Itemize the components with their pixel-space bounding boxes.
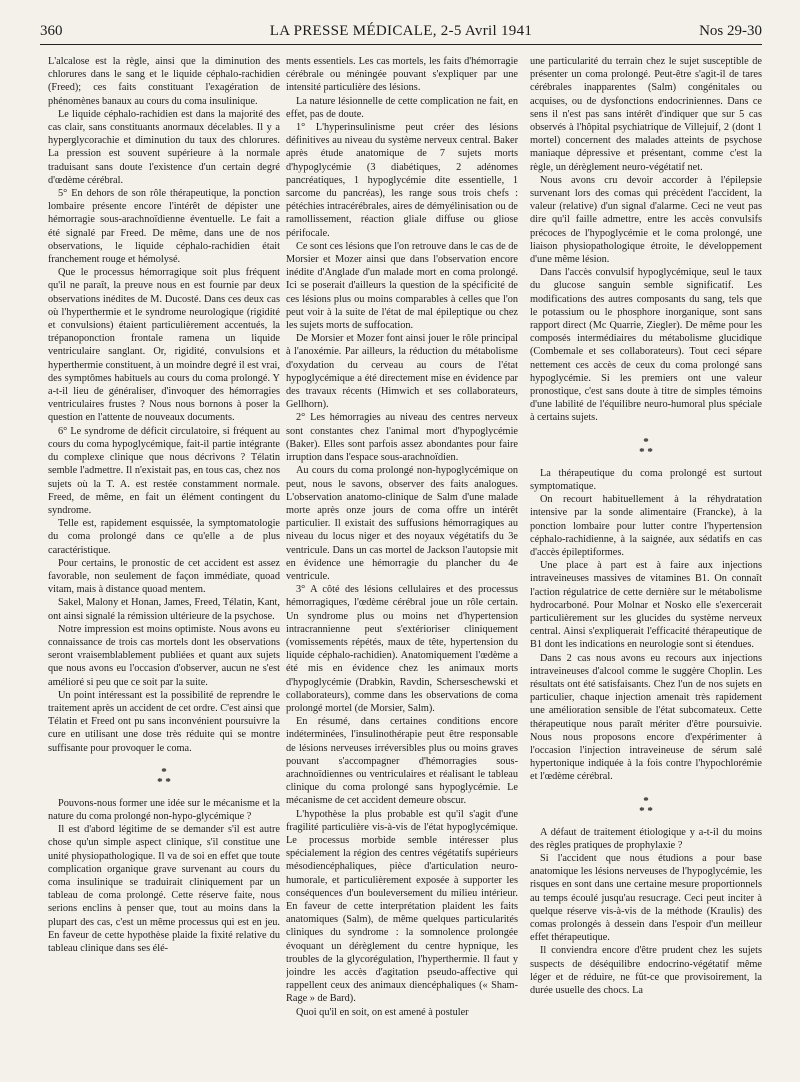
paragraph: 6° Le syndrome de déficit circulatoire, si fréquent au cours du coma hypoglycémique, fait-il partie intégrante du complexe clinique que nous décrivons ? Télatin semble l'admettre. Il n'existait pas, en tous cas, chez nos sujets où la T. A. est restée constamment normale. Freed, de même, en fait un élément contingent du syndrome.: [48, 425, 280, 516]
journal-title: LA PRESSE MÉDICALE, 2-5 Avril 1941: [269, 23, 533, 39]
text-column-2: [286, 55, 518, 1070]
paragraph: La nature lésionnelle de cette complication ne fait, en effet, pas de doute.: [286, 95, 518, 120]
paragraph: On recourt habituellement à la réhydratation intensive par la sonde alimentaire (Francke), à la ponction lombaire pour lutter contre l'hypertension céphalo-rachidienne, à la saignée, aux sédatifs en cas d'accès épileptiformes.: [530, 494, 762, 558]
paragraph: 3° A côté des lésions cellulaires et des processus hémorragiques, l'œdème cérébral joue un rôle certain. Un syndrome plus ou moins net d'hypertension intracrannienne peut s'extérioriser cliniquement (vomissements répétés, maux de tête, hypertension du liquide céphalo-rachidien). Anatomiquement l'œdème a été mis en évidence chez les animaux morts d'hypoglycémie (Drabkin, Ravdin, Scherseschewski et collaborateurs), comme dans les observations de coma prolongé mortel (de Morsier, Salm).: [286, 584, 518, 714]
section-separator-asterisks: * * *: [639, 794, 653, 817]
paragraph: Notre impression est moins optimiste. Nous avons eu connaissance de trois cas mortels dont les observations seront vraisemblablement publiées et quant aux sujets que nous avons eu l'occasion d'observer, aucun ne s'est amélioré si peu que ce soit par la suite.: [48, 623, 280, 688]
paragraph: 1° L'hyperinsulinisme peut créer des lésions définitives au niveau du système nerveux central. Baker après étude anatomique de 7 sujets morts d'hypoglycémie (3 diabétiques, 2 adénomes pancréatiques, 1 hypoglycémie dite essentielle, 1 sarcome du pancréas), les range sous trois chefs : pétéchies intracérébrales, aires de démyélinisation ou de ramollissement, réaction gliale diffuse ou gliose périfocale.: [286, 122, 518, 239]
page-number: 360: [40, 23, 63, 39]
paragraph: Une place à part est à faire aux injections intraveineuses massives de vitamines B1. On connaît l'action régulatrice de cette dernière sur le métabolisme hydrocarboné. Pour Molnar et Nosko elle s'exercerait particulièrement sur les glucides du système nerveux central. Ainsi s'expliquerait l'efficacité thérapeutique de B1 dont les indications en neurologie sont si étendues.: [530, 560, 762, 651]
paragraph: une particularité du terrain chez le sujet susceptible de présenter un coma prolongé. Peut-être s'agit-il de tares cérébrales inapparentes (Salm) congénitales ou acquises, ou de dysfonctions endocriniennes. Dans ce sens il n'est pas sans intérêt d'indiquer que sur 5 cas observés à l'hôpital psychiatrique de Villejuif, 2 (dont 1 mortel) concernent des malades atteints de psychose maniaque dépressive et présentant, comme c'est la règle, un dérèglement neuro-végétatif net.: [530, 56, 762, 173]
paragraph: Dans l'accès convulsif hypoglycémique, seul le taux du glucose sanguin semble significatif. Les modifications des autres composants du sang, tels que le potassium ou le phosphore inorganique, sont sans rapport direct (Mc Quarrie, Ziegler). De même pour les composés intermédiaires du métabolisme glucidique (Combemale et ses collaborateurs). Tout ceci sépare nettement ces accès de ceux du coma prolongé sans hypoglycémie. Si les premiers ont une valeur pronostique, c'est sans doute à titre de simples témoins d'une labilité de l'équilibre neuro-humoral plus spéciale à certains sujets.: [530, 267, 762, 424]
paragraph: L'alcalose est la règle, ainsi que la diminution des chlorures dans le sang et le liquide céphalo-rachidien (Freed); ces faits constituant l'exagération de phénomènes banaux au cours du coma insulinique.: [48, 56, 280, 107]
paragraph: Nous avons cru devoir accorder à l'épilepsie survenant lors des comas qui précèdent l'accident, la valeur (relative) d'un signal d'alarme. Ceci ne veut pas dire qu'il faille admettre, entre les accès convulsifs précoces de l'hypoglycémie et le coma prolongé, une liaison physiopathologique étroite, le développement d'une même lésion.: [530, 174, 762, 266]
paragraph: Il est d'abord légitime de se demander s'il est autre chose qu'un simple aspect clinique, s'il constitue une unité physiopathologique. Il va de soi en effet que toute complication organique grave survenant au cours du coma insulinique se traduirait cliniquement par un tableau de coma prolongé. Cette réserve faite, nous serions enclins à penser que, tout au moins dans la plupart des cas, c'est un même processus qui est en jeu. En faveur de cette hypothèse plaide la fixité relative du tableau clinique dans ses élé-: [48, 824, 280, 954]
paragraph: ments essentiels. Les cas mortels, les faits d'hémorragie cérébrale ou méningée pouvant s'expliquer par une intensité particulière des lésions.: [286, 56, 518, 94]
paragraph: Si l'accident que nous étudions a pour base anatomique les lésions nerveuses de l'hypoglycémie, les risques en sont dans une certaine mesure proportionnels au temps écoulé jusqu'au resucrage. Ceci peut inciter à quelque réserve vis-à-vis de la méthode (Kraulis) des comas prolongés à dessein dans l'espoir d'un meilleur effet thérapeutique.: [530, 852, 762, 944]
paragraph: Pour certains, le pronostic de cet accident est assez favorable, non seulement de façon immédiate, quoad vitam, mais à distance quoad mentem.: [48, 557, 280, 596]
paragraph: En résumé, dans certaines conditions encore indéterminées, l'insulinothérapie peut être responsable de lésions nerveuses irréversibles plus ou moins graves pouvant s'accompagner d'hémorragies sous-arachnoïdiennes ou ventriculaires et réalisant le tableau clinique du coma prolongé sans hypoglycémie. Le mécanisme de cet accident demeure obscur.: [286, 716, 518, 807]
paragraph: Il conviendra encore d'être prudent chez les sujets suspects de déséquilibre endocrino-végétatif même léger et de réduire, ne fût-ce que provisoirement, la durée usuelle des chocs. La: [530, 945, 762, 996]
paragraph: Dans 2 cas nous avons eu recours aux injections intraveineuses d'alcool comme le suggère Choplin. Les résultats ont été satisfaisants. Chez l'un de nos sujets en particulier, chaque injection amenait très rapidement une amélioration sensible de l'état subcomateux. Cette thérapeutique nous paraît mériter d'être poursuivie. Nous nous proposons encore d'expérimenter à l'occasion l'injection intraveineuse de sérum salé hypertonique indiquée à la fois contre l'hypochlorémie et l'œdème cérébral.: [530, 652, 762, 783]
text-column-3: [530, 55, 762, 1070]
page-header: [40, 20, 762, 45]
paragraph: Le liquide céphalo-rachidien est dans la majorité des cas clair, sans constituants anormaux décelables. Il y a hyperglycorachie et diminution du taux des chlorures. La pression est souvent supérieure à la normale traduisant sans doute l'existence d'un certain degré d'œdème cérébral.: [48, 108, 280, 186]
paragraph: A défaut de traitement étiologique y a-t-il du moins des règles pratiques de prophylaxie ?: [530, 826, 762, 851]
section-separator-asterisks: * * *: [639, 435, 653, 458]
paragraph: La thérapeutique du coma prolongé est surtout symptomatique.: [530, 467, 762, 492]
paragraph: L'hypothèse la plus probable est qu'il s'agit d'une fragilité particulière vis-à-vis de l'état hypoglycémique. Le processus morbide semble intéresser plus spécialement la région des centres végétatifs supérieurs mésodiencéphaliques, pièce d'articulation neuro-humorale, et particulièrement exposée à supporter les conséquences d'un bouleversement du milieu intérieur. En faveur de cette interprétation plaident les faits anatomiques (Salm), de même quelques particularités cliniques du syndrome : la somnolence prolongée évoquant un dérèglement du centre hypnique, les troubles de la glycorégulation, l'hyperthermie. Il faut y joindre les accès d'agitation pseudo-affective qui rappellent ceux des animaux diencéphaliques (« Sham-Rage » de Bard).: [286, 808, 518, 1005]
section-separator-asterisks: * * *: [157, 765, 171, 788]
paragraph: Ce sont ces lésions que l'on retrouve dans le cas de de Morsier et Mozer ainsi que dans l'observation encore inédite d'Anglade d'un malade mort en coma prolongé. Ici se poserait d'ailleurs la question de la spécificité de ces lésions plus ou moins comparables à celles que l'on peut voir à la suite de l'état de mal épileptique ou chez les sujets morts de suffocation.: [286, 240, 518, 332]
issue-number: Nos 29-30: [699, 23, 762, 39]
paragraph: Un point intéressant est la possibilité de reprendre le traitement après un accident de cet ordre. C'est ainsi que Télatin et Freed ont pu sans inconvénient poursuivre la cure en utilisant une dose très réduite qui se montre suffisante pour provoquer le coma.: [48, 689, 280, 754]
paragraph: Au cours du coma prolongé non-hypoglycémique on peut, nous le savons, observer des faits analogues. L'observation anatomo-clinique de Salm d'une malade morte après onze jours de coma offre un intérêt particulier. Il existait des suffusions hémorragiques au niveau du locus niger et des noyaux végétatifs du 3e ventricule. Dans un cas mortel de Jackson l'autopsie mit en évidence une hémorragie du plancher du 4e ventricule.: [286, 465, 518, 582]
paragraph: 2° Les hémorragies au niveau des centres nerveux sont constantes chez l'animal mort d'hypoglycémie (Baker). Elles sont parfois assez abondantes pour faire irruption dans l'espace sous-arachnoïdien.: [286, 412, 518, 464]
paragraph: Que le processus hémorragique soit plus fréquent qu'il ne paraît, la preuve nous en est fournie par deux observations inédites de M. Ducosté. Dans ces deux cas où l'hyperthermie et le syndrome neurologique (rigidité et convulsions) étaient particulièrement accentués, la trépanoponction frontale ramena un liquide ventriculaire sanglant. Or, rigidité, convulsions et hyperthermie constituent, à un moindre degré il est vrai, des symptômes habituels au cours du coma prolongé. Y a-t-il lieu de généraliser, d'invoquer des hémorragies ventriculaires frustes ? Nous nous bornons à poser la question en l'attente de nouveaux documents.: [48, 267, 280, 424]
paragraph: De Morsier et Mozer font ainsi jouer le rôle principal à l'anoxémie. Par ailleurs, la réduction du métabolisme d'oxydation du cerveau au cours de l'état hypoglycémique a été directement mise en évidence par des travaux récents (Himwich et ses collaborateurs, Gellhorn).: [286, 333, 518, 411]
paragraph: Telle est, rapidement esquissée, la symptomatologie du coma prolongé dans ce qu'elle a de plus caractéristique.: [48, 518, 280, 556]
paragraph: Sakel, Malony et Honan, James, Freed, Télatin, Kant, ont ainsi signalé la rémission ultérieure de la psychose.: [48, 597, 280, 622]
paragraph: Quoi qu'il en soit, on est amené à postuler: [296, 1006, 469, 1018]
text-column-1: [48, 55, 280, 1070]
paragraph: Pouvons-nous former une idée sur le mécanisme et la nature du coma prolongé non-hypo-glycémique ?: [48, 797, 280, 822]
paragraph: 5° En dehors de son rôle thérapeutique, la ponction lombaire présente encore l'intérêt de dépister une hémorragie sous-arachnoïdienne éventuelle. Le fait a été signalé par Freed. De même, dans une de nos observations, le liquide céphalo-rachidien était franchement rouge et hémolysé.: [48, 188, 280, 266]
